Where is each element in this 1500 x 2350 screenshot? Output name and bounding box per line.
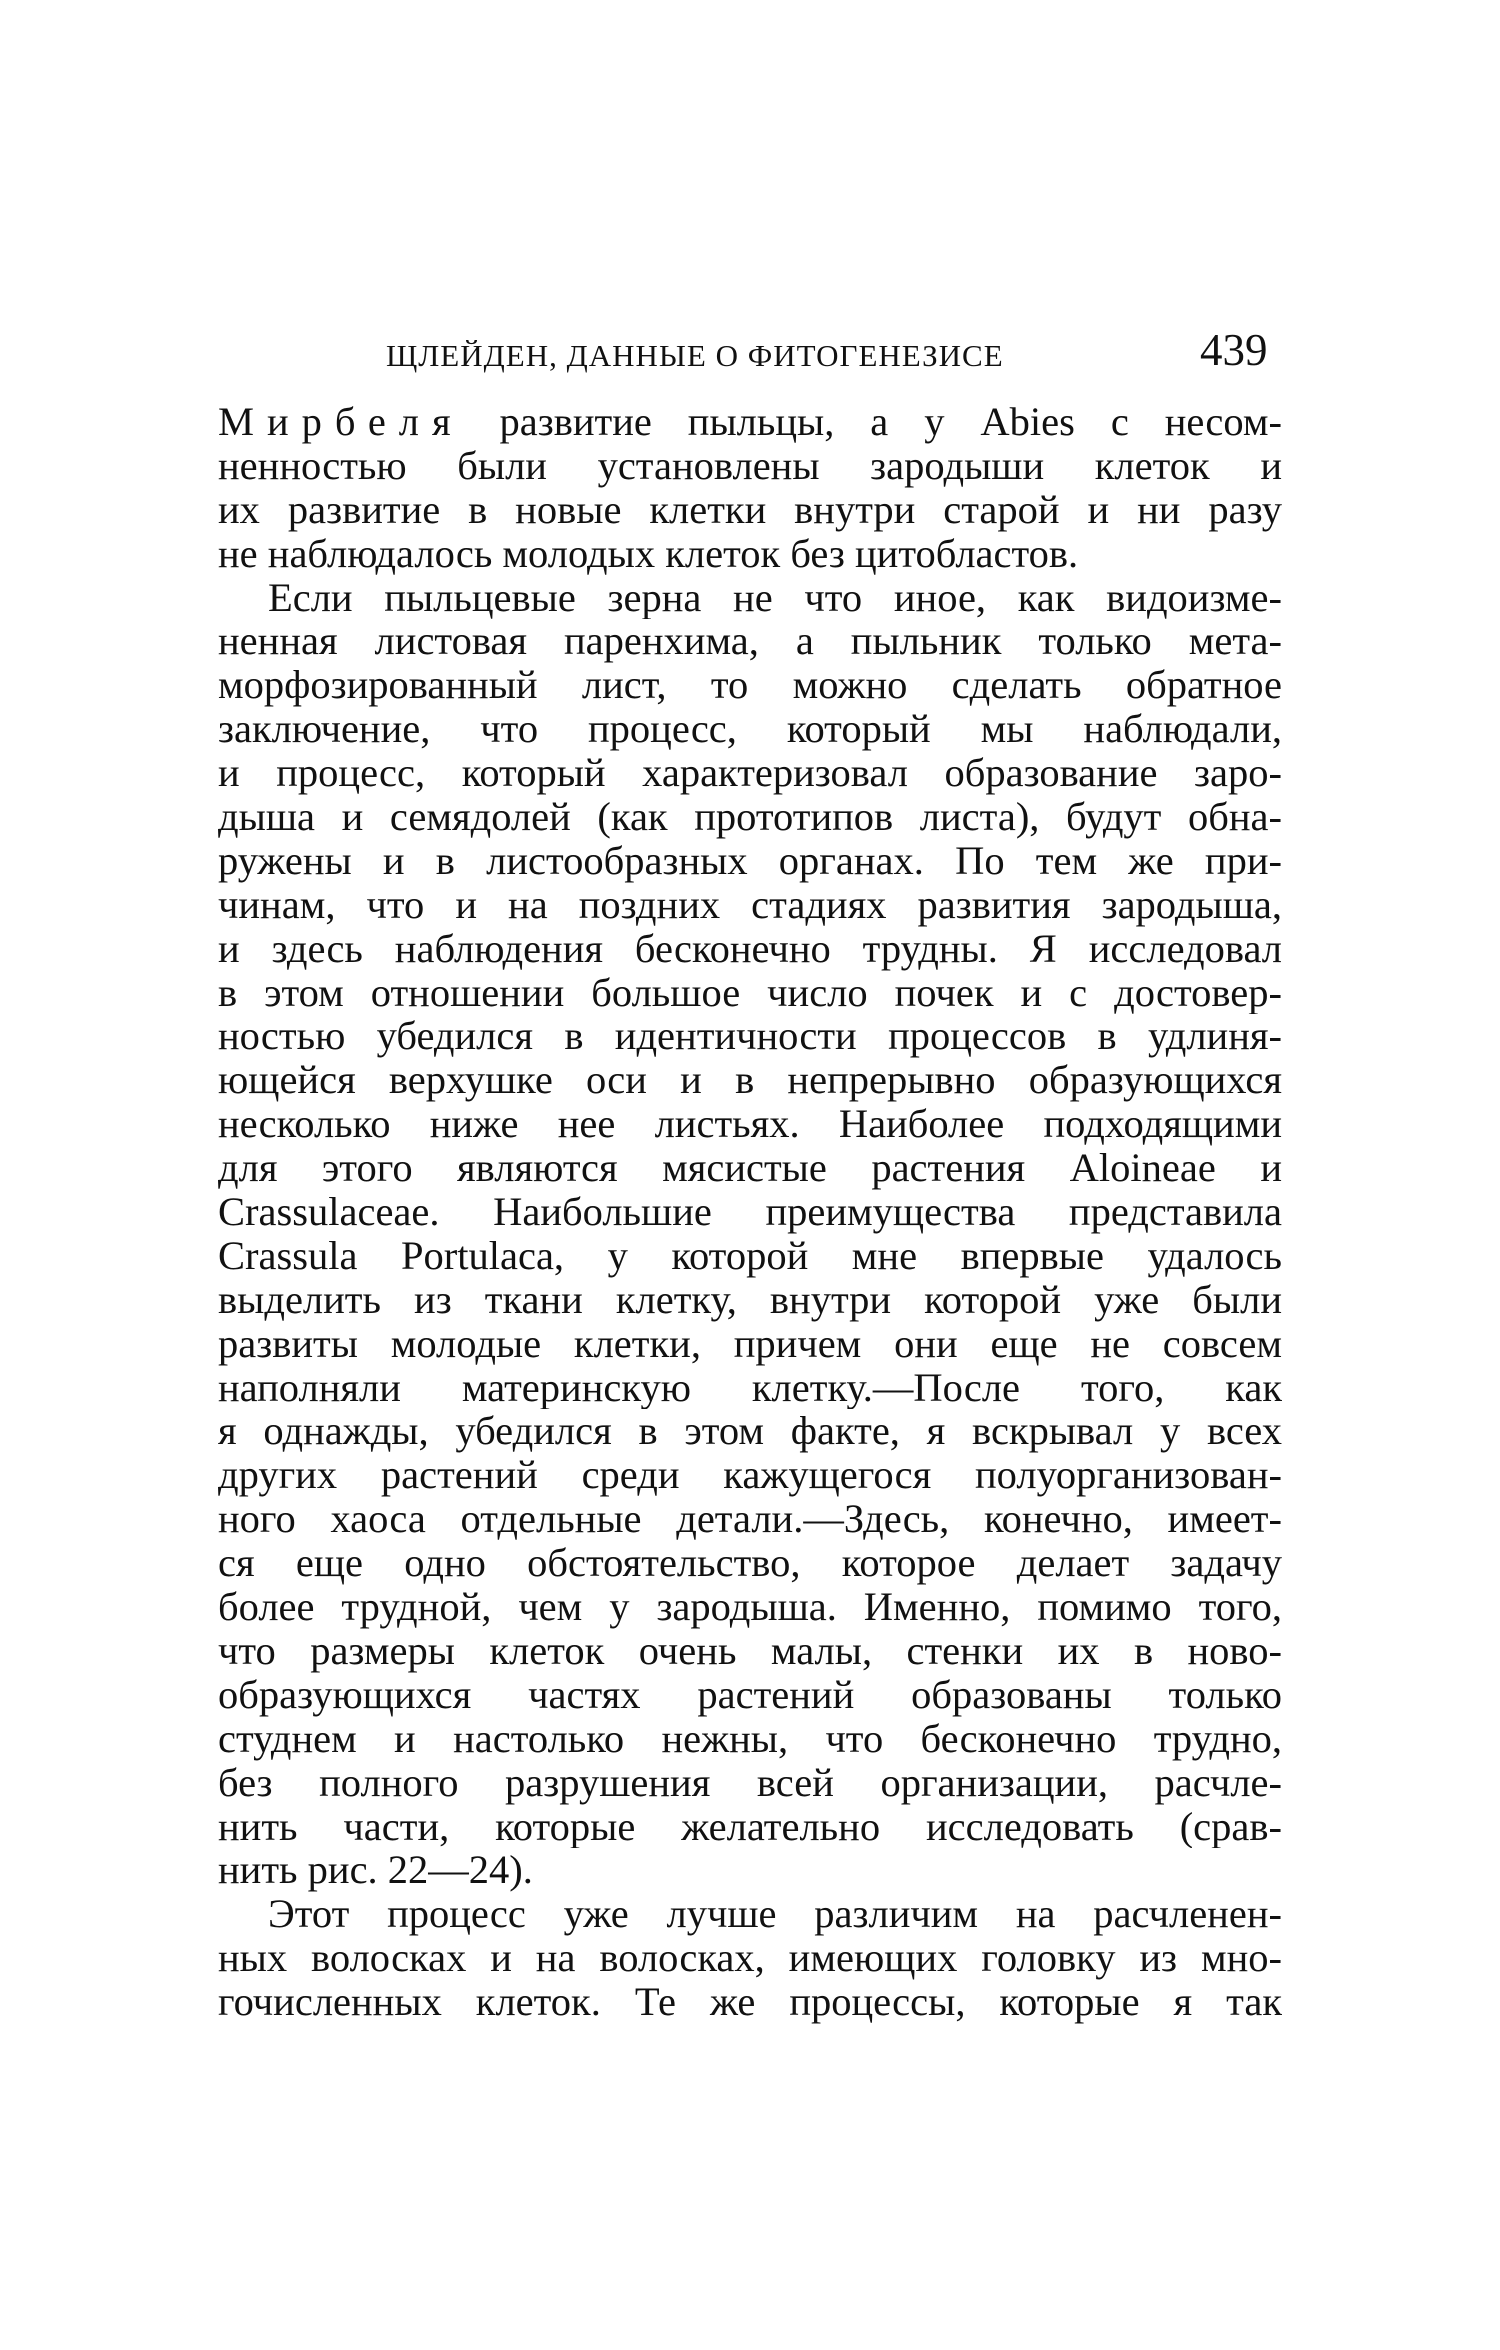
text-line: Crassulaceae. Наибольшие преимущества представила (218, 1190, 1282, 1234)
text-line: образующихся частях растений образованы только (218, 1672, 1282, 1717)
text-line: нить рис. 22—24). (218, 1848, 533, 1893)
text-line: ненная листовая паренхима, а пыльник только мета- (218, 619, 1282, 664)
text-line: чинам, что и на поздних стадиях развития зародыша, (218, 882, 1282, 927)
text-line: я однажды, убедился в этом факте, я вскрывал у всех (218, 1409, 1282, 1454)
text-line: других растений среди кажущегося полуорганизован- (218, 1453, 1282, 1498)
text-line: ненностью были установлены зародыши клеток и (218, 443, 1282, 488)
text-line: более трудной, чем у зародыша. Именно, помимо того, (218, 1585, 1282, 1629)
body-text (218, 400, 1282, 2024)
text-line: развиты молодые клетки, причем они еще не совсем (218, 1321, 1282, 1366)
paragraph-2 (218, 576, 1282, 1893)
text-line: наполняли материнскую клетку.—После того, как (218, 1365, 1282, 1410)
text-line: Этот процесс уже лучше различим на расчленен- (268, 1892, 1282, 1937)
text-line (218, 400, 1282, 444)
text-line: без полного разрушения всей организации, расчле- (218, 1760, 1282, 1805)
text-line: несколько ниже нее листьях. Наиболее подходящими (218, 1102, 1282, 1147)
text-line: ного хаоса отдельные детали.—Здесь, конечно, имеет- (218, 1497, 1282, 1542)
page-number: 439 (1200, 325, 1268, 375)
text-line: в этом отношении большое число почек и с достовер- (218, 970, 1282, 1015)
paragraph-1 (218, 400, 1282, 576)
text-line: ющейся верхушке оси и в непрерывно образующихся (218, 1058, 1282, 1103)
text-line: ружены и в листообразных органах. По тем же при- (218, 838, 1282, 883)
text-line: их развитие в новые клетки внутри старой и ни разу (218, 487, 1282, 532)
text-line: ся еще одно обстоятельство, которое делает задачу (218, 1541, 1282, 1586)
paragraph-3 (218, 1892, 1282, 2024)
text-line: дыша и семядолей (как прототипов листа), будут обна- (218, 795, 1282, 839)
text-line: для этого являются мясистые растения Aloineae и (218, 1146, 1282, 1191)
text-line: не наблюдалось молодых клеток без цитобластов. (218, 531, 1079, 576)
text-line: Crassula Portulaca, у которой мне впервые удалось (218, 1233, 1282, 1278)
text-line: заключение, что процесс, который мы наблюдали, (218, 707, 1282, 752)
text-line: и здесь наблюдения бесконечно трудны. Я исследовал (218, 926, 1282, 971)
running-head-title: ЩЛЕЙДЕН, ДАННЫЕ О ФИТОГЕНЕЗИСЕ (386, 338, 1004, 373)
text-line: нить части, которые желательно исследовать (срав- (218, 1804, 1282, 1849)
text-line: выделить из ткани клетку, внутри которой уже были (218, 1277, 1282, 1322)
text-line: что размеры клеток очень малы, стенки их в ново- (218, 1628, 1282, 1673)
text-line: и процесс, который характеризовал образование заро- (218, 751, 1282, 796)
text-line: Если пыльцевые зерна не что иное, как видоизме- (268, 575, 1282, 620)
text-line: ностью убедился в идентичности процессов в удлиня- (218, 1014, 1282, 1059)
text-line-rest: развитие пыльцы, а у Abies с несом- (463, 400, 1282, 444)
text-line: гочисленных клеток. Те же процессы, которые я так (218, 1980, 1282, 2024)
text-line: студнем и настолько нежны, что бесконечно трудно, (218, 1716, 1282, 1761)
text-line: ных волосках и на волосках, имеющих головку из мно- (218, 1936, 1282, 1981)
text-line: морфозированный лист, то можно сделать обратное (218, 663, 1282, 708)
author-name-spaced: Мирбеля (218, 400, 464, 444)
